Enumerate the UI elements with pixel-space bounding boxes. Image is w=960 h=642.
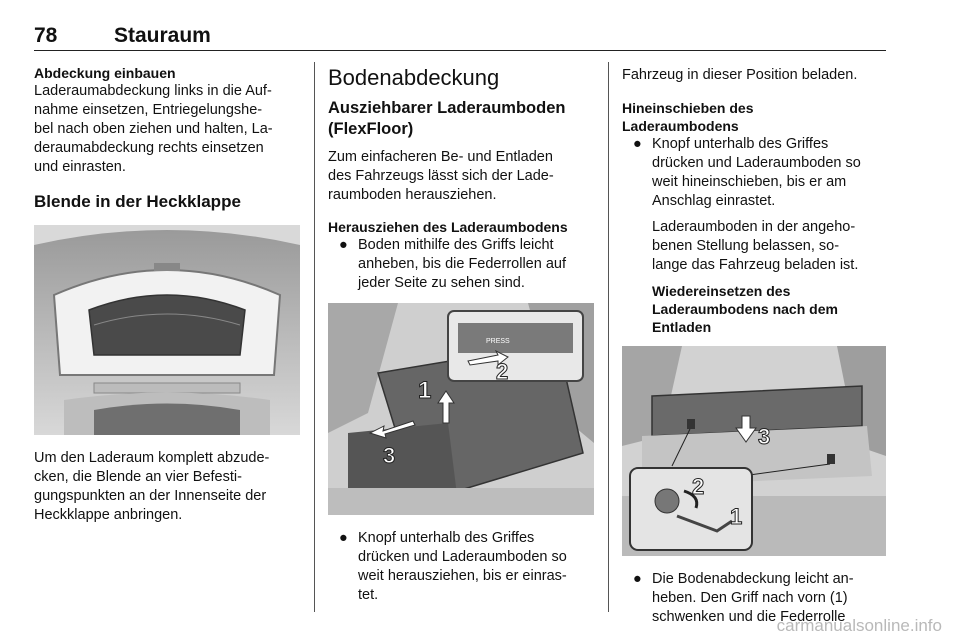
column-1 [34,64,300,525]
text-line: und einrasten. [34,159,126,175]
text-line: Heckklappe anbringen. [34,507,183,523]
heading-line: Wiedereinsetzen des [652,283,791,299]
page-header [34,22,886,51]
text-line: Fahrzeug in dieser Position beladen. [622,67,858,83]
text-line: heben. Den Griff nach vorn (1) [652,590,848,606]
figure-label-1: 1 [730,504,743,529]
bullet-icon: ● [633,571,642,587]
text-line: Die Bodenabdeckung leicht an- [652,571,854,587]
text-line: Laderaumboden in der angeho- [652,219,856,235]
text-line: Laderaumabdeckung links in die Auf- [34,83,272,99]
heading-hineinschieben [622,99,888,135]
figure-tailgate [34,225,300,435]
text-line: cken, die Blende an vier Befesti- [34,469,242,485]
heading-herausziehen: Herausziehen des Laderaumbodens [328,219,568,235]
column-divider [608,62,609,612]
bullet-icon: ● [339,237,348,253]
intro-paragraph [328,148,594,205]
heading-blende: Blende in der Heckklappe [34,192,241,211]
page-number: 78 [34,24,58,47]
section-title: Bodenabdeckung [328,65,500,90]
heading-line: Laderaumbodens nach dem [652,301,838,317]
subsection-title [328,98,594,140]
text-line: Zum einfacheren Be- und Entladen [328,149,553,165]
text-line: weit herausziehen, bis er einras- [358,568,567,584]
bullet-item [328,236,594,293]
heading-line: Hineinschieben des [622,100,754,116]
text-line: schwenken und die Federrolle [652,609,846,625]
figure-label-2: 2 [496,359,509,384]
text-line: Boden mithilfe des Griffs leicht [358,237,554,253]
figure-label-1: 1 [418,377,432,404]
text-line: weit hineinschieben, bis er am [652,174,847,190]
figure-flexfloor-out [328,303,594,515]
chapter-title: Stauraum [114,24,211,47]
text-line: jeder Seite zu sehen sind. [358,275,525,291]
text-line: deraumabdeckung rechts einsetzen [34,140,264,156]
figure-label-3: 3 [383,443,396,468]
text-line: Knopf unterhalb des Griffes [358,530,535,546]
bullet-item [328,529,594,605]
title-line: (FlexFloor) [328,120,414,138]
column-divider [314,62,315,612]
column-2 [328,64,594,605]
heading-abdeckung-einbauen: Abdeckung einbauen [34,65,176,81]
indented-paragraph [622,218,888,275]
heading-line: Laderaumbodens [622,118,739,134]
heading-wiedereinsetzen [622,282,888,336]
text-line: Um den Laderaum komplett abzude- [34,450,270,466]
figure-label-2: 2 [692,474,705,499]
text-line: tet. [358,587,379,603]
paragraph-blende [34,449,300,525]
press-label: PRESS [486,338,510,345]
text-line: raumboden herausziehen. [328,187,497,203]
column-3 [622,64,888,627]
bullet-icon: ● [339,530,348,546]
figure-flexfloor-reinsert [622,346,886,556]
figure-label-3: 3 [758,424,771,449]
text-line: gungspunkten an der Innenseite der [34,488,267,504]
text-line: benen Stellung belassen, so- [652,238,840,254]
text-line: nahme einsetzen, Entriegelungshe- [34,102,263,118]
text-line: bel nach oben ziehen und halten, La- [34,121,273,137]
text-line: drücken und Laderaumboden so [358,549,567,565]
heading-line: Entladen [652,319,712,335]
watermark: carmanualsonline.info [776,616,942,635]
text-line: des Fahrzeugs lässt sich der Lade- [328,168,554,184]
text-line: Anschlag einrastet. [652,193,776,209]
paragraph-abdeckung [34,82,300,177]
title-line: Ausziehbarer Laderaumboden [328,99,566,117]
text-line: drücken und Laderaumboden so [652,155,861,171]
text-line: Knopf unterhalb des Griffes [652,136,829,152]
bullet-item [622,135,888,211]
bullet-icon: ● [633,136,642,152]
text-line: lange das Fahrzeug beladen ist. [652,257,859,273]
text-line: anheben, bis die Federrollen auf [358,256,566,272]
